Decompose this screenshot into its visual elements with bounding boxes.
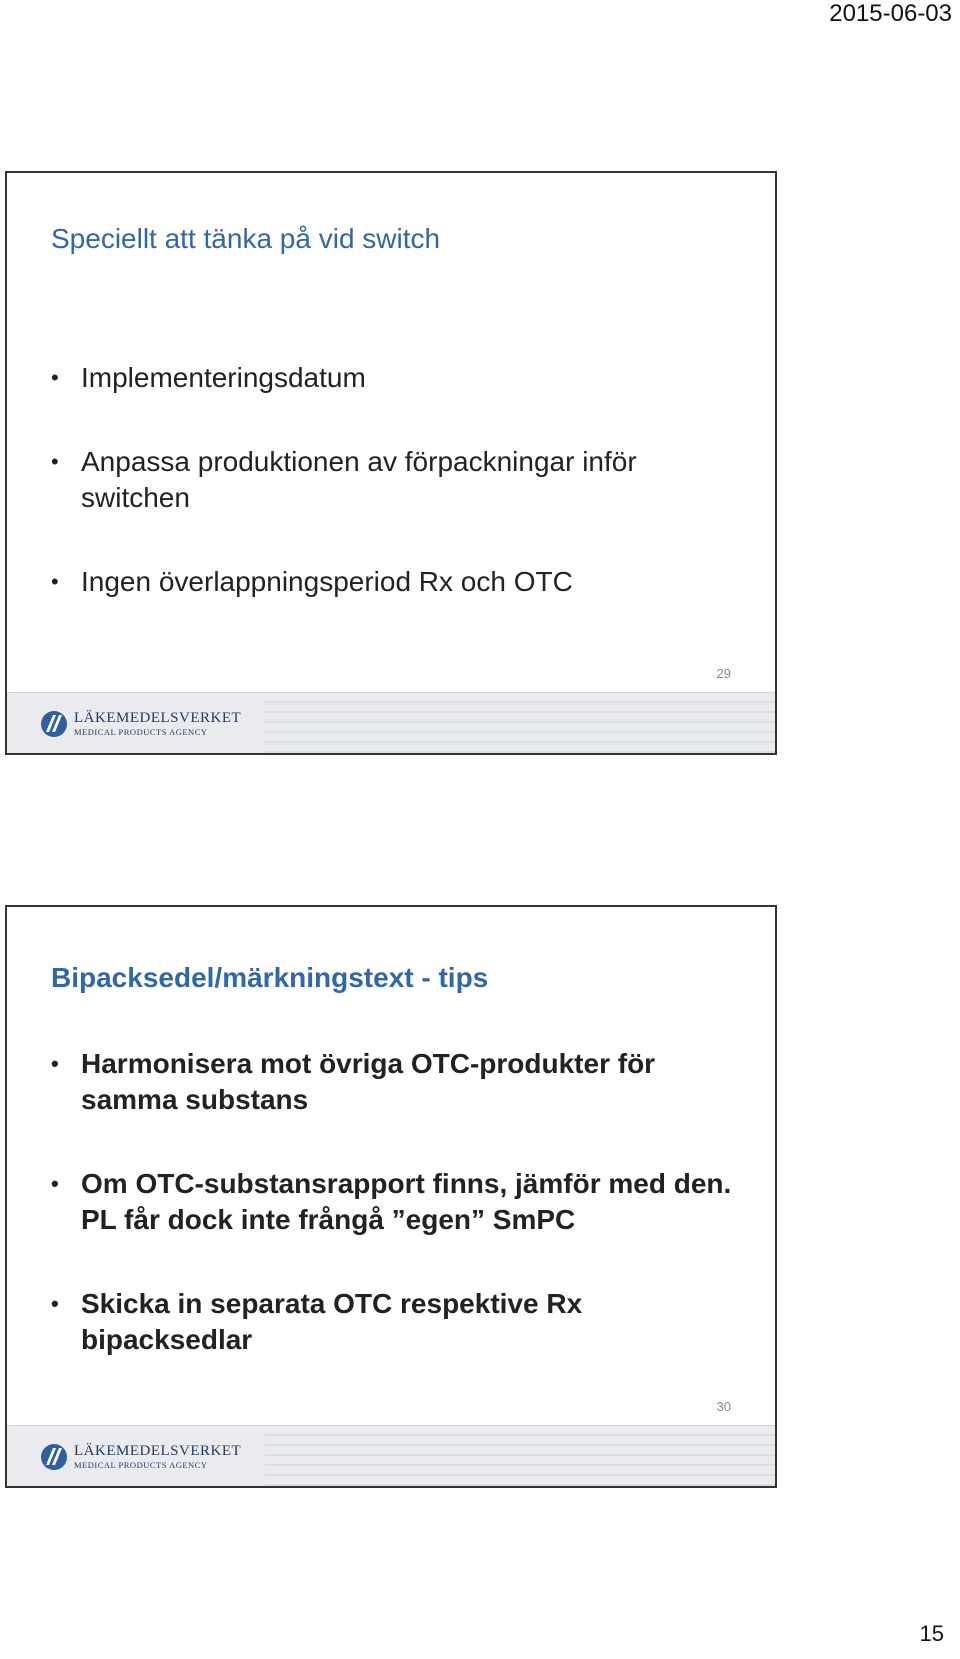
slide-30: [5, 905, 777, 1488]
slide-title: Speciellt att tänka på vid switch: [51, 223, 441, 254]
bullet-text: Harmonisera mot övriga OTC-produkter för samma substans: [81, 1048, 656, 1115]
bullet-icon: •: [51, 1171, 59, 1196]
bullet-icon: •: [51, 449, 59, 474]
bullet-list: [51, 1046, 735, 1406]
agency-name: LÄKEMEDELSVERKET: [74, 1443, 242, 1460]
slide-title: Bipacksedel/märkningstext - tips: [51, 962, 489, 993]
slide-29: [5, 171, 777, 755]
bullet-icon: •: [51, 1051, 59, 1076]
bullet-item: [51, 1046, 735, 1118]
agency-subtitle: MEDICAL PRODUCTS AGENCY: [74, 1460, 208, 1471]
footer-pattern: [265, 1426, 775, 1486]
bullet-text: Ingen överlappningsperiod Rx och OTC: [81, 566, 573, 597]
agency-logo-icon: [40, 1443, 68, 1471]
bullet-list: [51, 360, 735, 648]
agency-logo-icon: [40, 710, 68, 738]
bullet-item: [51, 1166, 735, 1238]
bullet-item: [51, 564, 735, 600]
agency-logo: [40, 1441, 241, 1473]
slide-number: 29: [716, 666, 731, 681]
slide-footer: [7, 692, 775, 753]
bullet-icon: •: [51, 569, 59, 594]
page-date: 2015-06-03: [829, 0, 952, 27]
bullet-item: [51, 444, 735, 516]
page-number: 15: [919, 1621, 944, 1646]
agency-subtitle: MEDICAL PRODUCTS AGENCY: [74, 727, 208, 738]
bullet-text: Anpassa produktionen av förpackningar inför switchen: [81, 446, 637, 513]
bullet-text: Implementeringsdatum: [81, 362, 366, 393]
footer-pattern: [265, 693, 775, 753]
slide-number: 30: [716, 1399, 731, 1414]
agency-logo: [40, 708, 241, 740]
bullet-icon: •: [51, 365, 59, 390]
bullet-icon: •: [51, 1291, 59, 1316]
agency-name: LÄKEMEDELSVERKET: [74, 710, 242, 727]
bullet-item: [51, 1286, 735, 1358]
bullet-item: [51, 360, 735, 396]
slide-footer: [7, 1425, 775, 1486]
bullet-text: Om OTC-substansrapport finns, jämför med den. PL får dock inte frångå ”egen” SmPC: [81, 1168, 732, 1235]
bullet-text: Skicka in separata OTC respektive Rx bipacksedlar: [81, 1288, 583, 1355]
